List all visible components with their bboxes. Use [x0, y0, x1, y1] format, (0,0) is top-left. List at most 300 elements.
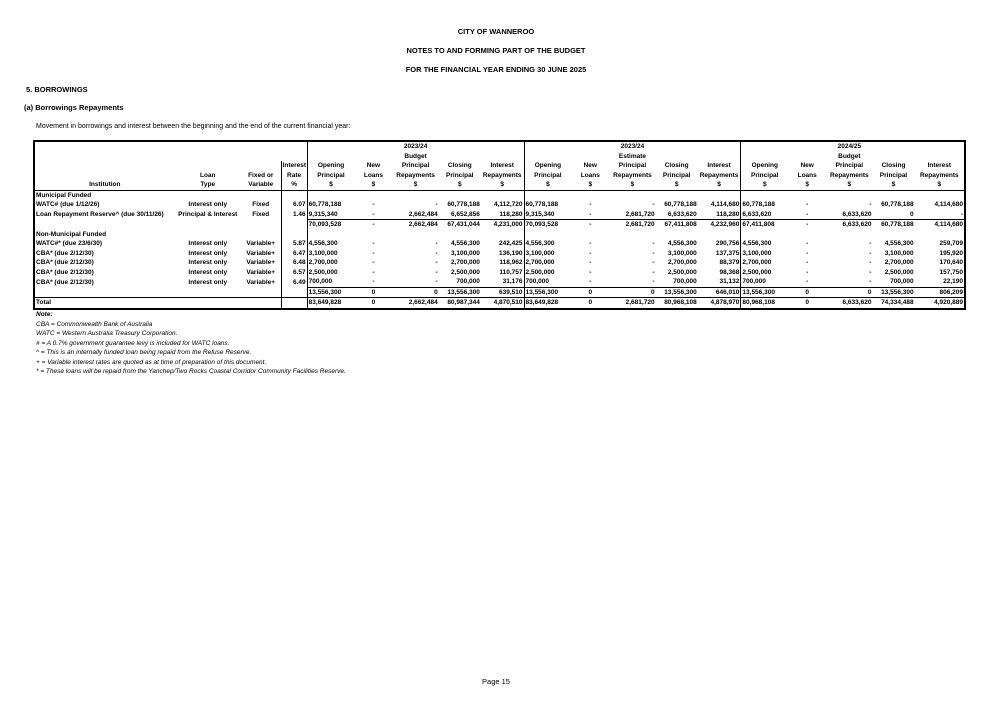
- institution-cell: CBA* (due 2/12/30): [34, 258, 175, 268]
- note-line: WATC = Western Australia Treasury Corporation.: [36, 330, 178, 337]
- col-unit: $: [805, 181, 809, 189]
- non-municipal-section-label: Non-Municipal Funded: [34, 230, 175, 240]
- value-cell: -: [652, 201, 655, 209]
- col-opening-h1: Opening: [741, 161, 788, 171]
- value-cell: 700,000: [741, 277, 788, 287]
- value-cell: 4,231,000: [481, 220, 524, 230]
- col-fixed-h1: Fixed or: [248, 171, 274, 179]
- value-cell: 2,500,000: [741, 268, 788, 278]
- value-cell: -: [589, 259, 592, 267]
- empty-cell: [698, 230, 741, 240]
- non-municipal-section: [34, 230, 965, 240]
- value-cell: 2,500,000: [307, 268, 354, 278]
- empty-cell: [788, 190, 826, 200]
- table-row: [34, 249, 965, 259]
- period-title: FOR THE FINANCIAL YEAR ENDING 30 JUNE 2025: [405, 65, 587, 74]
- empty-cell: [571, 230, 609, 240]
- institution-cell: CBA* (due 2/12/30): [34, 249, 175, 259]
- borrowings-table: [33, 140, 966, 310]
- group-year-3: 2024/25: [837, 143, 862, 151]
- table-row: [34, 268, 965, 278]
- value-cell: 0: [354, 287, 392, 298]
- col-closing-h1: Closing: [881, 162, 906, 170]
- value-cell: 2,681,720: [609, 298, 655, 309]
- value-cell: 2,700,000: [307, 258, 354, 268]
- value-cell: 700,000: [307, 277, 354, 287]
- rate-cell: 5.87: [281, 239, 307, 249]
- total-row: [34, 298, 965, 309]
- value-cell: -: [435, 201, 438, 209]
- value-cell: 13,556,300: [307, 287, 354, 298]
- empty-cell: [241, 287, 281, 298]
- col-institution: Institution: [34, 180, 175, 190]
- col-interest-h2: Repayments: [482, 171, 522, 179]
- value-cell: 2,700,000: [524, 258, 571, 268]
- col-interest-h1: Interest: [490, 162, 514, 170]
- value-cell: -: [589, 249, 592, 257]
- loan-type-cell: Interest only: [188, 278, 228, 286]
- value-cell: -: [372, 249, 375, 257]
- group-type-3: Budget: [838, 152, 861, 160]
- col-unit: $: [717, 181, 721, 189]
- value-cell: -: [435, 249, 438, 257]
- value-cell: 118,962: [499, 259, 523, 267]
- empty-cell: [915, 230, 965, 240]
- value-cell: 6,633,620: [826, 220, 872, 230]
- value-cell: -: [806, 210, 809, 218]
- col-unit: $: [500, 181, 504, 189]
- value-cell: -: [589, 268, 592, 276]
- value-cell: -: [806, 240, 809, 248]
- empty-cell: [524, 190, 571, 200]
- col-unit: $: [457, 181, 462, 189]
- col-unit: $: [847, 181, 852, 189]
- group-type-2: Estimate: [618, 152, 647, 160]
- empty-cell: [281, 190, 307, 200]
- col-loan-h2: Type: [200, 181, 216, 189]
- value-cell: 6,633,620: [826, 298, 872, 309]
- value-cell: -: [652, 268, 655, 276]
- value-cell: 13,556,300: [524, 287, 571, 298]
- value-cell: 4,556,300: [884, 240, 914, 248]
- col-repay-h2: Repayments: [396, 171, 435, 179]
- value-cell: 4,556,300: [307, 239, 354, 249]
- col-interest-h2: Repayments: [699, 171, 739, 179]
- institution-cell: CBA* (due 2/12/30): [34, 277, 175, 287]
- value-cell: 6,633,620: [741, 210, 788, 220]
- empty-cell: [281, 287, 307, 298]
- value-cell: 0: [909, 210, 914, 218]
- value-cell: -: [372, 268, 375, 276]
- value-cell: 83,649,828: [307, 298, 354, 309]
- note-line: + = Variable interest rates are quoted as at time of preparation of this document.: [36, 358, 267, 366]
- col-unit: $: [741, 180, 788, 190]
- col-closing-h1: Closing: [447, 162, 472, 170]
- value-cell: -: [806, 249, 809, 257]
- institution-cell: CBA* (due 2/12/30): [34, 268, 175, 278]
- value-cell: 0: [609, 287, 655, 298]
- loan-type-cell: Interest only: [188, 268, 228, 276]
- empty-cell: [439, 230, 481, 240]
- empty-cell: [915, 190, 965, 200]
- col-new-h1: New: [366, 162, 381, 170]
- col-opening-h2: Principal: [524, 171, 571, 181]
- value-cell: 6,652,856: [450, 210, 480, 218]
- value-cell: -: [869, 268, 872, 276]
- empty-cell: [175, 220, 241, 230]
- col-rate-h1: Interest: [282, 162, 307, 170]
- value-cell: -: [589, 240, 592, 248]
- value-cell: 2,700,000: [884, 259, 914, 267]
- value-cell: -: [435, 240, 438, 248]
- value-cell: 60,778,188: [524, 200, 571, 210]
- value-cell: 70,093,528: [524, 220, 571, 230]
- empty-cell: [354, 230, 392, 240]
- value-cell: 0: [393, 287, 439, 298]
- notes-title: Note:: [36, 311, 53, 318]
- value-cell: 88,379: [719, 259, 740, 267]
- value-cell: -: [869, 240, 872, 248]
- col-opening-h1: Opening: [524, 161, 571, 171]
- value-cell: -: [806, 268, 809, 276]
- doc-subtitle: NOTES TO AND FORMING PART OF THE BUDGET: [406, 46, 586, 55]
- value-cell: -: [806, 201, 809, 209]
- value-cell: 70,093,528: [307, 220, 354, 230]
- value-cell: -: [652, 278, 655, 286]
- value-cell: -: [372, 240, 375, 248]
- empty-cell: [175, 230, 241, 240]
- col-rate-h3: %: [281, 180, 307, 190]
- value-cell: 2,700,000: [667, 259, 697, 267]
- value-cell: 60,778,188: [881, 201, 914, 209]
- note-line: * = These loans will be repaid from the Yanchep/Two Rocks Coastal Corridor Community Facilities Reserve.: [36, 368, 346, 375]
- fixed-variable-cell: Variable+: [246, 240, 276, 248]
- value-cell: 13,556,300: [439, 287, 481, 298]
- value-cell: 700,000: [456, 278, 480, 286]
- empty-cell: [307, 190, 354, 200]
- value-cell: -: [435, 268, 438, 276]
- value-cell: 2,681,720: [609, 220, 655, 230]
- value-cell: 2,500,000: [524, 268, 571, 278]
- value-cell: 4,112,720: [493, 201, 523, 209]
- col-rate-h2: Rate: [281, 171, 307, 181]
- fixed-variable-cell: Variable+: [246, 259, 276, 267]
- value-cell: 2,500,000: [667, 268, 697, 276]
- value-cell: 2,500,000: [450, 268, 480, 276]
- value-cell: 80,987,344: [439, 298, 481, 309]
- value-cell: 700,000: [524, 277, 571, 287]
- col-unit: $: [915, 180, 965, 190]
- fixed-variable-cell: Variable+: [246, 278, 276, 286]
- page-number: Page 15: [482, 677, 510, 686]
- group-year-1: 2023/24: [403, 143, 428, 151]
- municipal-section-label: Municipal Funded: [34, 190, 175, 200]
- value-cell: 242,425: [499, 240, 523, 248]
- table-row: [34, 277, 965, 287]
- value-cell: -: [869, 201, 872, 209]
- loan-type-cell: Principal & Interest: [178, 211, 238, 218]
- fixed-variable-cell: Variable+: [246, 268, 276, 276]
- value-cell: -: [806, 259, 809, 267]
- org-title: CITY OF WANNEROO: [457, 27, 535, 36]
- value-cell: 13,556,300: [741, 287, 788, 298]
- municipal-section: [34, 190, 965, 200]
- value-cell: 4,232,960: [698, 220, 741, 230]
- col-loan-h1: Loan: [199, 171, 216, 179]
- rate-cell: 1.46: [281, 210, 307, 220]
- value-cell: 157,750: [915, 268, 965, 278]
- value-cell: 259,709: [915, 239, 965, 249]
- value-cell: 4,114,680: [915, 200, 965, 210]
- subsection-title: (a) Borrowings Repayments: [24, 103, 124, 112]
- value-cell: 118,280: [716, 210, 740, 218]
- value-cell: 136,190: [499, 249, 523, 257]
- value-cell: 0: [571, 287, 609, 298]
- value-cell: -: [652, 249, 655, 257]
- fixed-variable-cell: Fixed: [252, 201, 270, 209]
- value-cell: -: [869, 249, 872, 257]
- value-cell: 9,315,340: [307, 210, 354, 220]
- value-cell: -: [435, 278, 438, 286]
- empty-cell: [241, 298, 281, 309]
- value-cell: 22,190: [915, 277, 965, 287]
- empty-cell: [741, 230, 788, 240]
- table-row: [34, 200, 965, 210]
- value-cell: 4,114,680: [710, 201, 740, 209]
- value-cell: -: [372, 201, 375, 209]
- empty-cell: [307, 230, 354, 240]
- empty-cell: [393, 230, 439, 240]
- value-cell: 137,375: [715, 249, 740, 257]
- group-type-1: Budget: [404, 152, 427, 160]
- rate-cell: 6.47: [281, 249, 307, 259]
- value-cell: 67,431,044: [439, 220, 481, 230]
- value-cell: 31,176: [502, 278, 523, 286]
- institution-cell: WATC# (due 1/12/26): [34, 200, 175, 210]
- empty-cell: [872, 190, 914, 200]
- value-cell: 290,756: [715, 240, 740, 248]
- value-cell: 3,100,000: [741, 249, 788, 259]
- value-cell: -: [589, 201, 592, 209]
- col-unit: $: [891, 181, 896, 189]
- value-cell: 60,778,188: [307, 200, 354, 210]
- col-closing-h2: Principal: [446, 171, 474, 179]
- empty-cell: [481, 230, 524, 240]
- col-closing-h1: Closing: [664, 162, 689, 170]
- value-cell: 195,920: [915, 249, 965, 259]
- value-cell: 4,556,300: [741, 239, 788, 249]
- value-cell: 98,368: [719, 268, 740, 276]
- empty-cell: [609, 190, 655, 200]
- non-municipal-subtotal-row: [34, 287, 965, 298]
- empty-cell: [393, 190, 439, 200]
- value-cell: -: [869, 278, 872, 286]
- value-cell: 3,100,000: [524, 249, 571, 259]
- col-repay-h1: Principal: [401, 162, 430, 170]
- value-cell: 4,556,300: [450, 240, 480, 248]
- notes-block: [36, 310, 346, 377]
- empty-cell: [481, 190, 524, 200]
- value-cell: 60,778,188: [664, 201, 697, 209]
- value-cell: -: [571, 220, 609, 230]
- rate-cell: 6.57: [281, 268, 307, 278]
- value-cell: 2,662,484: [393, 298, 439, 309]
- value-cell: 2,681,720: [625, 210, 655, 218]
- col-new-h2: Loans: [580, 171, 600, 179]
- col-unit: $: [674, 181, 679, 189]
- loan-type-cell: Interest only: [188, 201, 228, 209]
- value-cell: 2,500,000: [884, 268, 914, 276]
- loan-type-cell: Interest only: [188, 249, 228, 257]
- value-cell: -: [372, 210, 375, 218]
- col-repay-h1: Principal: [618, 162, 647, 170]
- value-cell: 806,209: [915, 287, 965, 298]
- value-cell: 4,556,300: [524, 239, 571, 249]
- empty-cell: [571, 190, 609, 200]
- value-cell: 0: [571, 298, 609, 309]
- value-cell: 13,556,300: [656, 287, 698, 298]
- value-cell: 6,633,620: [842, 210, 872, 218]
- value-cell: 13,556,300: [872, 287, 914, 298]
- col-fixed-h2: Variable: [248, 181, 274, 189]
- col-opening-h2: Principal: [741, 171, 788, 181]
- col-interest-h1: Interest: [707, 162, 731, 170]
- col-new-h2: Loans: [797, 171, 817, 179]
- empty-cell: [524, 230, 571, 240]
- rate-cell: 6.49: [281, 277, 307, 287]
- empty-cell: [741, 190, 788, 200]
- empty-cell: [826, 190, 872, 200]
- value-cell: 170,640: [915, 258, 965, 268]
- value-cell: -: [589, 278, 592, 286]
- table-row: [34, 239, 965, 249]
- value-cell: 60,778,188: [741, 200, 788, 210]
- empty-cell: [354, 190, 392, 200]
- value-cell: 6,633,620: [667, 210, 697, 218]
- total-row-label: Total: [34, 298, 175, 309]
- value-cell: 4,114,680: [915, 220, 965, 230]
- empty-cell: [175, 287, 241, 298]
- empty-cell: [281, 220, 307, 230]
- section-title: 5. BORROWINGS: [26, 85, 88, 94]
- value-cell: 3,100,000: [667, 249, 697, 257]
- value-cell: 3,100,000: [450, 249, 480, 257]
- col-unit: $: [630, 181, 635, 189]
- empty-cell: [439, 190, 481, 200]
- empty-cell: [826, 230, 872, 240]
- col-unit: $: [371, 181, 376, 189]
- col-closing-h2: Principal: [662, 171, 691, 179]
- col-unit: $: [413, 181, 418, 189]
- col-closing-h2: Principal: [879, 171, 908, 179]
- note-line: ^ = This is an internally funded loan being repaid from the Refuse Reserve.: [36, 349, 252, 356]
- value-cell: 700,000: [890, 278, 914, 286]
- empty-cell: [281, 230, 307, 240]
- empty-cell: [609, 230, 655, 240]
- col-repay-h2: Repayments: [830, 171, 869, 179]
- value-cell: -: [788, 220, 826, 230]
- value-cell: 67,411,808: [741, 220, 788, 230]
- col-unit: $: [524, 180, 571, 190]
- value-cell: 0: [826, 287, 872, 298]
- empty-cell: [788, 230, 826, 240]
- intro-text: Movement in borrowings and interest between the beginning and the end of the current financial year:: [36, 123, 351, 130]
- value-cell: 9,315,340: [524, 210, 571, 220]
- value-cell: 3,100,000: [307, 249, 354, 259]
- empty-cell: [281, 298, 307, 309]
- value-cell: 31,132: [719, 278, 740, 286]
- value-cell: -: [869, 259, 872, 267]
- value-cell: -: [806, 278, 809, 286]
- value-cell: -: [915, 210, 965, 220]
- value-cell: 0: [788, 298, 826, 309]
- value-cell: 67,411,808: [656, 220, 698, 230]
- value-cell: 4,920,889: [915, 298, 965, 309]
- col-repay-h2: Repayments: [613, 171, 652, 179]
- value-cell: -: [372, 278, 375, 286]
- value-cell: 639,510: [481, 287, 524, 298]
- value-cell: -: [652, 259, 655, 267]
- col-unit: $: [307, 180, 354, 190]
- value-cell: -: [652, 240, 655, 248]
- col-new-h1: New: [583, 162, 597, 170]
- value-cell: 3,100,000: [884, 249, 914, 257]
- value-cell: 60,778,188: [872, 220, 914, 230]
- value-cell: 2,700,000: [450, 259, 480, 267]
- value-cell: 110,757: [499, 268, 523, 276]
- value-cell: 80,968,108: [741, 298, 788, 309]
- note-line: # = A 0.7% government guarantee levy is included for WATC loans.: [36, 339, 230, 347]
- col-new-h2: Loans: [363, 171, 383, 179]
- col-interest-h1: Interest: [915, 161, 965, 171]
- value-cell: 60,778,188: [447, 201, 480, 209]
- value-cell: 646,010: [698, 287, 741, 298]
- rate-cell: 6.07: [281, 200, 307, 210]
- non-municipal-subtotal-row-label: [34, 287, 175, 298]
- value-cell: 0: [788, 287, 826, 298]
- fixed-variable-cell: Variable+: [246, 249, 276, 257]
- value-cell: -: [354, 220, 392, 230]
- table-row: [34, 258, 965, 268]
- col-new-h1: New: [800, 162, 814, 170]
- loan-type-cell: Interest only: [188, 259, 228, 267]
- municipal-subtotal-row: [34, 220, 965, 230]
- value-cell: 700,000: [673, 278, 697, 286]
- note-line: CBA = Commonwealth Bank of Australia: [36, 320, 153, 328]
- rate-cell: 6.48: [281, 258, 307, 268]
- fixed-variable-cell: Fixed: [252, 211, 270, 218]
- value-cell: 80,968,108: [656, 298, 698, 309]
- empty-cell: [241, 230, 281, 240]
- value-cell: 4,556,300: [667, 240, 697, 248]
- value-cell: 74,334,488: [872, 298, 914, 309]
- col-repay-h1: Principal: [835, 162, 864, 170]
- col-opening-h2: Principal: [307, 171, 354, 181]
- value-cell: 4,870,510: [481, 298, 524, 309]
- value-cell: -: [589, 210, 592, 218]
- value-cell: -: [372, 259, 375, 267]
- value-cell: 0: [354, 298, 392, 309]
- value-cell: 2,662,484: [393, 220, 439, 230]
- municipal-subtotal-row-label: [34, 220, 175, 230]
- col-interest-h2: Repayments: [915, 171, 965, 181]
- institution-cell: WATC#* (due 23/6/30): [34, 239, 175, 249]
- col-unit: $: [588, 181, 593, 189]
- empty-cell: [241, 190, 281, 200]
- empty-cell: [656, 190, 698, 200]
- value-cell: -: [435, 259, 438, 267]
- value-cell: 118,280: [499, 210, 523, 218]
